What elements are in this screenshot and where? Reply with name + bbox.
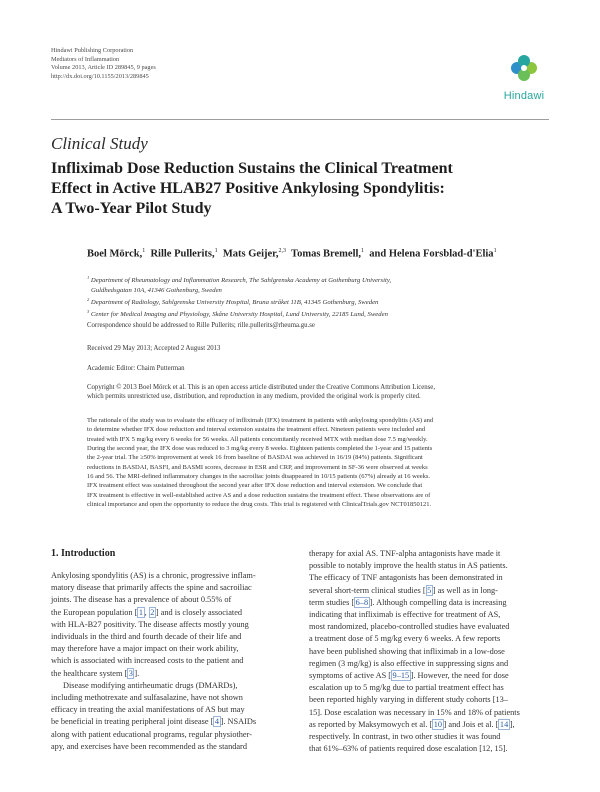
body-column-left xyxy=(51,570,291,753)
doi-link[interactable]: http://dx.doi.org/10.1155/2013/289845 xyxy=(51,72,149,80)
hindawi-logo xyxy=(497,52,551,104)
title-line: A Two-Year Pilot Study xyxy=(51,200,212,217)
body-line: along with patient educational programs, regular physiother- xyxy=(51,729,252,739)
author-name: and Helena Forsblad-d'Elia xyxy=(369,248,494,260)
body-line: indicating that infliximab is effective for treatment of AS, xyxy=(309,610,501,620)
author-affil-sup: 2,3 xyxy=(278,248,286,254)
affiliation: $^3$ Center for Medical Imaging and Physiology, Skåne University Hospital, Lund University, 22185 Lund, Sweden xyxy=(87,309,388,319)
abstract-line: 16 and 56. The MRI-defined inflammatory changes in the sacroiliac joints disappeared in 10/15 patients (67%) already at 16 weeks. xyxy=(87,473,431,481)
citation-link[interactable]: 2 xyxy=(150,607,155,617)
citation-link[interactable]: 1 xyxy=(138,607,144,617)
hindawi-logo-icon xyxy=(497,52,551,90)
abstract-line: treated with IFX 5 mg/kg every 6 weeks for 56 weeks. All patients concomitantly received MTX with median dose 7.5 mg/weekly. xyxy=(87,435,428,443)
body-line: including methotrexate and sulfasalazine, have not shown xyxy=(51,693,243,703)
body-line: the healthcare system [ 3 ]. xyxy=(51,668,140,678)
abstract-line: IFX treatment effect was sustained throughout the second year after IFX dose reduction and interval extension. We conclude that xyxy=(87,482,423,490)
correspondence: Correspondence should be addressed to Rille Pullerits; rille.pullerits@rheuma.gu.se xyxy=(87,322,315,329)
body-line: have been published showing that infliximab in a low-dose xyxy=(309,646,505,656)
header-divider xyxy=(51,119,549,120)
body-line: the European population [ 1 , 2 ] and is closely associated xyxy=(51,607,243,617)
article-title xyxy=(51,159,551,219)
abstract-line: clinical importance and open the opportunity to reduce the drug costs. This trial is registered with ClinicalTrials.gov NCT01850121. xyxy=(87,501,432,509)
publisher: Hindawi Publishing Corporation xyxy=(51,47,134,54)
article-type: Clinical Study xyxy=(51,134,148,153)
author-name: Tomas Bremell, xyxy=(291,248,362,260)
author-affil-sup: 1 xyxy=(493,248,497,254)
citation-link[interactable]: 10 xyxy=(433,719,443,729)
body-line: been reported highly varying in different study cohorts [13– xyxy=(309,695,508,705)
citation-link[interactable]: 4 xyxy=(214,717,220,727)
affiliation: $^2$ Department of Radiology, Sahlgrenska University Hospital, Bruna stråket 11B, 41345 Gothenburg, Sweden xyxy=(87,296,379,307)
journal-header xyxy=(51,47,156,81)
title-line: Effect in Active HLAB27 Positive Ankylosing Spondylitis: xyxy=(51,180,445,197)
citation-link[interactable]: 14 xyxy=(499,719,509,729)
body-line: escalation up to 5 mg/kg due to partial treatment effect has xyxy=(309,683,504,693)
received-dates: Received 29 May 2013; Accepted 2 August 2013 xyxy=(87,345,221,352)
body-line: joints. The disease has a prevalence of about 0.55% of xyxy=(51,595,232,605)
body-line: Ankylosing spondylitis (AS) is a chronic, progressive inflam- xyxy=(51,571,256,580)
author-name: Mats Geijer, xyxy=(222,248,279,260)
body-column-right xyxy=(309,548,549,755)
body-line: Disease modifying antirheumatic drugs (DMARDs), xyxy=(63,680,238,690)
affiliation-continued: Guldhedsgatan 10A, 41346 Gothenburg, Sweden xyxy=(91,286,222,294)
body-line: that 61%–63% of patients required dose escalation [12, 15]. xyxy=(309,744,508,754)
author-affil-sup: 1 xyxy=(214,248,218,254)
copyright-notice: Copyright © 2013 Boel Mörck et al. This is an open access article distributed under the Creative Commons Attribution License, which permits unrestricted use, distribution, and reproduction in any medium, provided the original work is properly cited. xyxy=(87,384,436,400)
abstract xyxy=(87,416,549,509)
body-line: regimen (3 mg/kg) is also effective in suppressing signs and xyxy=(309,658,509,668)
body-line: therapy for axial AS. TNF-alpha antagonists have made it xyxy=(309,549,501,558)
body-line: which is associated with increased costs to the patient and xyxy=(51,656,244,666)
abstract-line: the 2-year trial. The ≥50% improvement at week 16 from baseline of BASDAI was achieved in 16/19 (84%) patients. Significant xyxy=(87,454,423,462)
author-affil-sup: 1 xyxy=(361,248,365,254)
body-line: individuals in the third and fourth decade of their life and xyxy=(51,632,242,642)
body-line: most randomized, placebo-controlled studies have evaluated xyxy=(309,622,510,632)
body-line: efficacy in treating the axial manifestations of AS but may xyxy=(51,705,245,715)
body-line: 15]. Dose escalation was necessary in 15% and 18% of patients xyxy=(309,707,520,717)
affiliations xyxy=(87,273,391,320)
body-line: may therefore have a major impact on their work ability, xyxy=(51,644,239,654)
abstract-line: The rationale of the study was to evaluate the efficacy of infliximab (IFX) treatment in patients with ankylosing spondylitis (AS) and xyxy=(87,417,434,424)
body-line: several short-term clinical studies [ 5 ] as well as in long- xyxy=(309,585,498,595)
body-line: matory disease that primarily affects the spine and sacroiliac xyxy=(51,583,252,593)
academic-editor: Academic Editor: Chaim Putterman xyxy=(87,365,185,372)
body-line: with HLA-B27 positivity. The disease affects mostly young xyxy=(51,619,249,629)
citation-link[interactable]: 5 xyxy=(427,585,432,595)
author-name: Boel Mörck, xyxy=(87,248,143,260)
abstract-line: IFX treatment is effective in well-established active AS and a dose reduction sustains the treatment effect. These observations are of xyxy=(87,491,431,499)
author-affil-sup: 1 xyxy=(142,248,146,254)
title-line: Infliximab Dose Reduction Sustains the Clinical Treatment xyxy=(51,160,453,177)
body-line: symptoms of active AS [ 9–15 ]. However, the need for dose xyxy=(309,671,509,681)
citation-link[interactable]: 9–15 xyxy=(392,671,410,681)
abstract-line: to determine whether IFX dose reduction and interval extension sustains the treatment effect. Nineteen patients were included and xyxy=(87,426,426,434)
author-name: Rille Pullerits, xyxy=(150,248,215,260)
affiliation: $^1$ Department of Rheumatology and Inflammation Research, The Sahlgrenska Academy at Gothenburg University, xyxy=(87,275,392,285)
abstract-line: reductions in BASDAI, BASFI, and BASMI scores, decrease in ESR and CRP, and improvement in SF-36 were observed at weeks xyxy=(87,463,428,471)
journal-name: Mediators of Inflammation xyxy=(51,55,120,63)
body-line: respectively. In contrast, in two other studies it was found xyxy=(309,732,501,742)
section-heading: 1. Introduction xyxy=(51,548,116,559)
citation-link[interactable]: 3 xyxy=(128,668,133,678)
body-line: The efficacy of TNF antagonists has been demonstrated in xyxy=(309,573,503,583)
citation-link[interactable]: 6–8 xyxy=(355,597,369,607)
body-line: a treatment dose of 5 mg/kg every 6 weeks. A few reports xyxy=(309,634,501,644)
author-list xyxy=(87,248,497,260)
body-line: apy, and exercises have been recommended as the standard xyxy=(51,741,247,751)
body-line: be beneficial in treating peripheral joint disease [ 4 ]. NSAIDs xyxy=(51,717,257,727)
hindawi-logo-text: Hindawi xyxy=(503,90,545,102)
body-line: possible to notably improve the health status in AS patients. xyxy=(309,561,508,571)
body-line: as reported by Maksymowych et al. [ 10 ] and Jois et al. [ 14 ], xyxy=(309,719,515,729)
body-line: term studies [ 6–8 ]. Although compelling data is increasing xyxy=(309,597,507,607)
abstract-line: During the second year, the IFX dose was reduced to 3 mg/kg every 8 weeks. Eighteen patients completed the 1-year and 15 patients xyxy=(87,445,433,453)
volume-line: Volume 2013, Article ID 289845, 9 pages xyxy=(51,64,156,72)
